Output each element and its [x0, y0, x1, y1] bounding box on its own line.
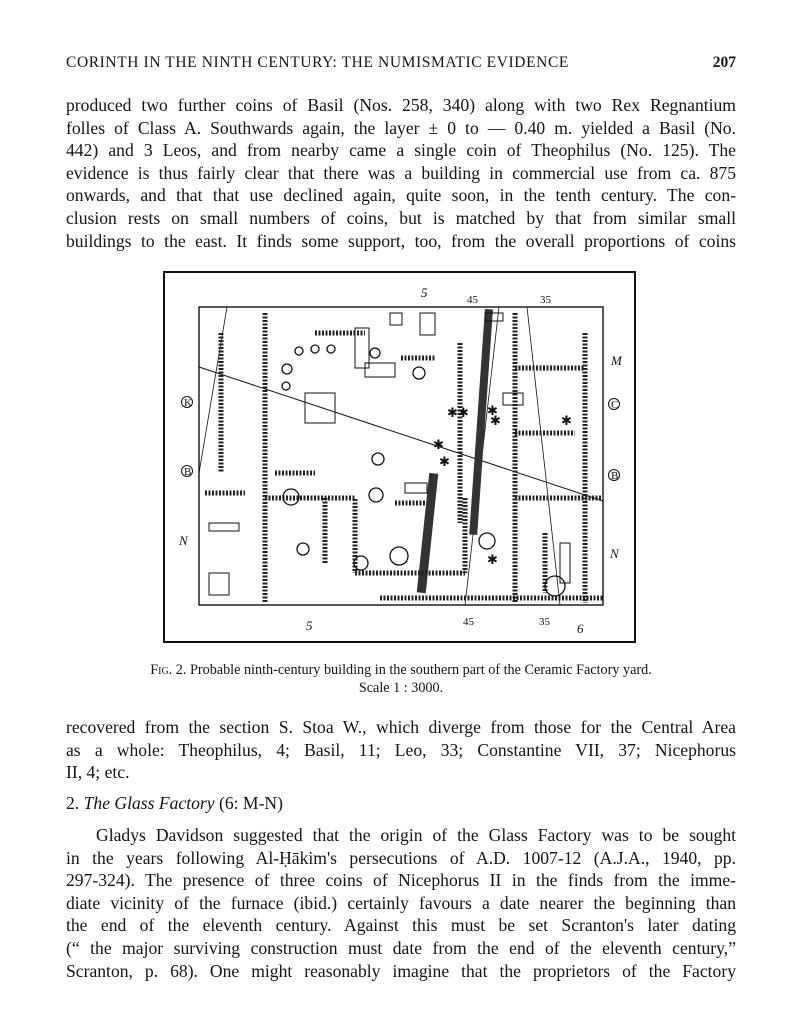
text-line: recovered from the section S. Stoa W., which diverge from those for the Central Area	[66, 717, 736, 737]
svg-text:✱: ✱	[439, 454, 450, 469]
site-plan-figure	[163, 271, 636, 643]
label-right-B: B	[611, 470, 619, 482]
label-bottom-5: 5	[306, 618, 313, 633]
plan-border	[199, 307, 603, 605]
label-right-N: N	[610, 546, 619, 561]
text-line: buildings to the east. It finds some support, too, from the overall proportions of coins	[66, 230, 736, 251]
survey-line	[199, 367, 603, 501]
running-head	[66, 54, 736, 72]
section-heading	[66, 793, 283, 814]
section-title: The Glass Factory	[83, 793, 215, 813]
label-left-N: N	[179, 533, 188, 548]
label-bottom-6: 6	[577, 621, 584, 636]
text-line: Scranton, p. 68). One might reasonably imagine that the proprietors of the Factory	[66, 960, 736, 981]
survey-line	[527, 307, 560, 605]
label-top-35: 35	[540, 294, 551, 306]
text-line: diate vicinity of the furnace (ibid.) certainly favours a date nearer the beginning than	[66, 892, 736, 913]
text-line: (“ the major surviving construction must date from the end of the eleventh century,”	[66, 937, 736, 958]
text-line: clusion rests on small numbers of coins, but is matched by that from similar small	[66, 207, 736, 228]
caption-scale: Scale 1 : 3000.	[358, 680, 444, 696]
figure-caption	[66, 661, 736, 697]
svg-text:✱✱: ✱✱	[447, 405, 469, 420]
label-top-5: 5	[421, 285, 428, 300]
page-number: 207	[712, 54, 736, 71]
caption-prefix: Fig. 2.	[150, 662, 187, 678]
label-top-45: 45	[467, 294, 478, 306]
running-title: CORINTH IN THE NINTH CENTURY: THE NUMISMATIC EVIDENCE	[66, 54, 569, 71]
caption-text: Probable ninth-century building in the southern part of the Ceramic Factory yard.	[189, 662, 652, 678]
text-line: 442) and 3 Leos, and from nearby came a single coin of Theophilus (No. 125). The	[66, 140, 736, 161]
svg-text:✱: ✱	[561, 413, 572, 428]
text-line: in the years following Al-Ḥākim's persecutions of A.D. 1007-12 (A.J.A., 1940, pp.	[66, 847, 736, 868]
paragraph-1	[66, 94, 736, 252]
section-number: 2.	[66, 793, 80, 813]
paragraph-2	[66, 716, 736, 784]
label-bottom-45: 45	[463, 616, 474, 628]
label-bottom-35: 35	[539, 616, 550, 628]
text-line: evidence is thus fairly clear that there was a building in commercial use from ca. 875	[66, 162, 736, 183]
svg-text:✱: ✱	[433, 437, 444, 452]
text-line: onwards, and that that use declined again, quite soon, in the tenth century. The con-	[66, 185, 736, 206]
paragraph-3	[66, 824, 736, 982]
label-right-M: M	[611, 353, 622, 368]
text-line: the end of the eleventh century. Against this must be set Scranton's later dating	[66, 915, 736, 936]
text-line: as a whole: Theophilus, 4; Basil, 11; Leo, 33; Constantine VII, 37; Nicephorus	[66, 739, 736, 760]
stone-walls	[205, 313, 603, 603]
site-plan-drawing	[165, 273, 634, 641]
svg-text:✱: ✱	[490, 413, 501, 428]
svg-text:✱: ✱	[487, 552, 498, 567]
text-line: Gladys Davidson suggested that the origin of the Glass Factory was to be sought	[96, 825, 736, 845]
text-line: II, 4; etc.	[66, 762, 130, 783]
text-line: folles of Class A. Southwards again, the layer ± 0 to — 0.40 m. yielded a Basil (No.	[66, 117, 736, 138]
text-line: produced two further coins of Basil (Nos. 258, 340) along with two Rex Regnantium	[66, 95, 736, 115]
label-left-K: K	[184, 397, 192, 409]
label-left-B: B	[184, 466, 192, 478]
label-right-C: C	[611, 399, 619, 411]
find-spots	[433, 403, 572, 567]
section-ref: (6: M-N)	[218, 793, 283, 813]
text-line: 297-324). The presence of three coins of Nicephorus II in the finds from the imme-	[66, 870, 736, 891]
svg-text:✱: ✱	[487, 403, 498, 418]
